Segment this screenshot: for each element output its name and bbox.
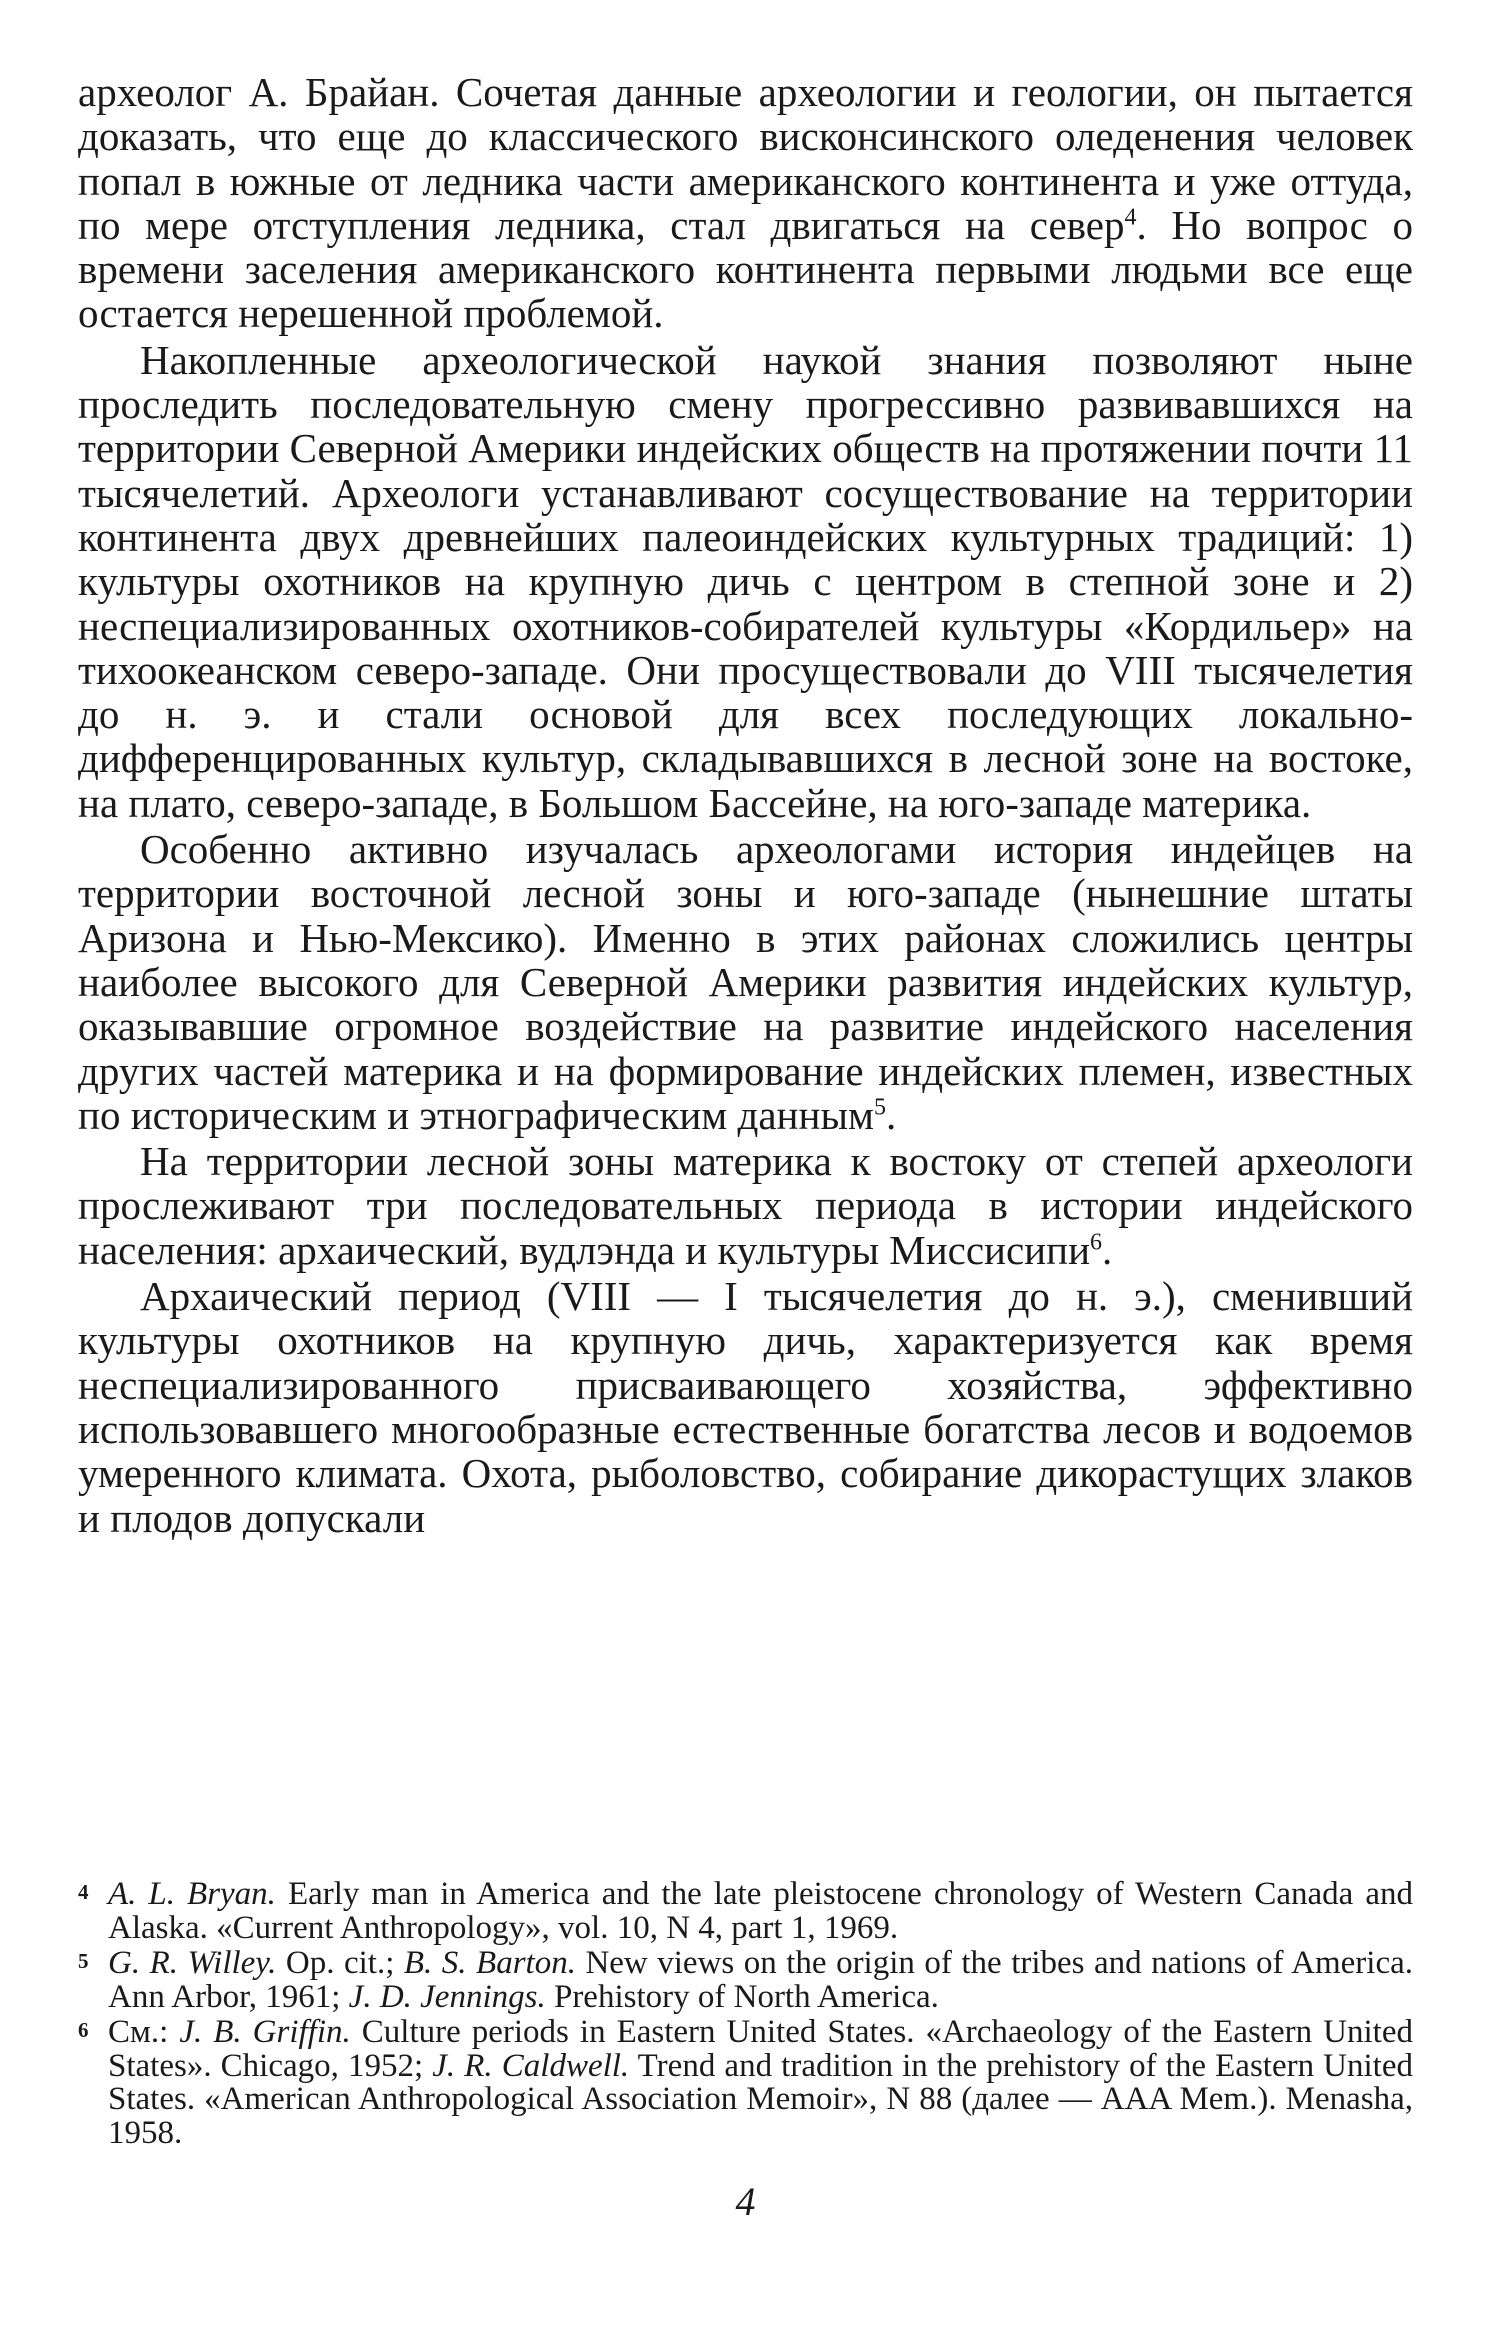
text-run: На территории лесной зоны материка к востоку от степей археологи прослеживают три последовательных периода в истории индейского населения: архаический, вудлэнда и культуры Миссисипи xyxy=(78,1138,1413,1273)
citation-text: Trend and tradition in the prehistory of the Eastern United States. «American Anthropological Association Memoir», N 88 (далее — AAA Mem.). Menasha, 1958. xyxy=(108,2047,1414,2151)
citation-text: New views on the origin of the tribes and nations of America. Ann Arbor, 1961; xyxy=(108,1945,1413,2015)
footnote-number: 6 xyxy=(78,2018,89,2042)
footnotes xyxy=(78,1878,1413,2152)
citation-text: Prehistory of North America. xyxy=(545,1978,939,2015)
author-name: J. D. Jennings. xyxy=(348,1978,546,2015)
author-name: J. R. Caldwell. xyxy=(432,2047,630,2084)
author-name: G. R. Willey. xyxy=(108,1945,277,1981)
footnote-ref-6: 6 xyxy=(1090,1229,1103,1256)
author-name: J. B. Griffin. xyxy=(179,2014,351,2050)
text-run: Архаический период (VIII — I тысячелетия до н. э.), сменивший культуры охотников на крупную дичь, характеризуется как время неспециализированного присваивающего хозяйства, эффективно использовавшего многообразные естественные богатства лесов и водоемов умеренного климата. Охота, рыболовство, собирание дикорастущих злаков и плодов допускали xyxy=(78,1273,1413,1541)
citation-text: См.: xyxy=(108,2014,180,2050)
footnote-number: 4 xyxy=(78,1880,89,1904)
footnote xyxy=(78,1878,1413,1945)
body-text xyxy=(78,70,1413,1540)
paragraph-continuation xyxy=(78,70,1413,336)
paragraph xyxy=(78,338,1413,825)
text-run: . xyxy=(885,1091,897,1138)
footnote-ref-4: 4 xyxy=(1124,204,1137,231)
paragraph xyxy=(78,1274,1413,1540)
footnote xyxy=(78,1947,1413,2014)
paragraph xyxy=(78,827,1413,1137)
footnote-ref-5: 5 xyxy=(873,1094,886,1121)
text-run: Особенно активно изучалась археологами история индейцев на территории восточной лесной зоны и юго-западе (нынешние штаты Аризона и Нью-Мексико). Именно в этих районах сложились центры наиболее высокого для Северной Америки развития индейских культур, оказывавшие огромное воздействие на развитие индейского населения других частей материка и на формирование индейских племен, известных по историческим и этнографическим данным xyxy=(78,826,1413,1138)
footnote-number: 5 xyxy=(78,1949,89,1973)
author-name: A. L. Bryan. xyxy=(108,1876,276,1912)
text-run: Накопленные археологической наукой знания позволяют ныне проследить последовательную смену прогрессивно развивавшихся на территории Северной Америки индейских обществ на протяжении почти 11 тысячелетий. Археологи устанавливают сосуществование на территории континента двух древнейших палеоиндейских культурных традиций: 1) культуры охотников на крупную дичь с центром в степной зоне и 2) неспециализированных охотников-собирателей культуры «Кордильер» на тихоокеанском северо-западе. Они просуществовали до VIII тысячелетия до н. э. и стали основой для всех последующих локально-дифференцированных культур, складывавшихся в лесной зоне на востоке, на плато, северо-западе, в Большом Бассейне, на юго-западе материка. xyxy=(78,336,1413,826)
author-name: B. S. Barton. xyxy=(403,1945,576,1981)
footnote xyxy=(78,2016,1413,2150)
citation-text: Culture periods in Eastern United States. «Archaeology of the Eastern United States». Chicago, 1952; xyxy=(108,2014,1413,2084)
paragraph xyxy=(78,1139,1413,1272)
citation-text: Op. cit.; xyxy=(276,1945,404,1981)
citation-text: Early man in America and the late pleistocene chronology of Western Canada and Alaska. «Current Anthropology», vol. 10, N 4, part 1, 1969. xyxy=(108,1876,1413,1946)
page-number: 4 xyxy=(735,2179,756,2224)
text-run: . xyxy=(1102,1226,1113,1273)
text-run: . Но вопрос о времени заселения американского континента первыми людьми все еще остается нерешенной проблемой. xyxy=(78,201,1413,337)
text-run: археолог А. Брайан. Сочетая данные археологии и геологии, он пытается доказать, что еще до классического висконсинского оледенения человек попал в южные от ледника части американского континента и уже оттуда, по мере отступления ледника, стал двигаться на север xyxy=(78,69,1413,248)
